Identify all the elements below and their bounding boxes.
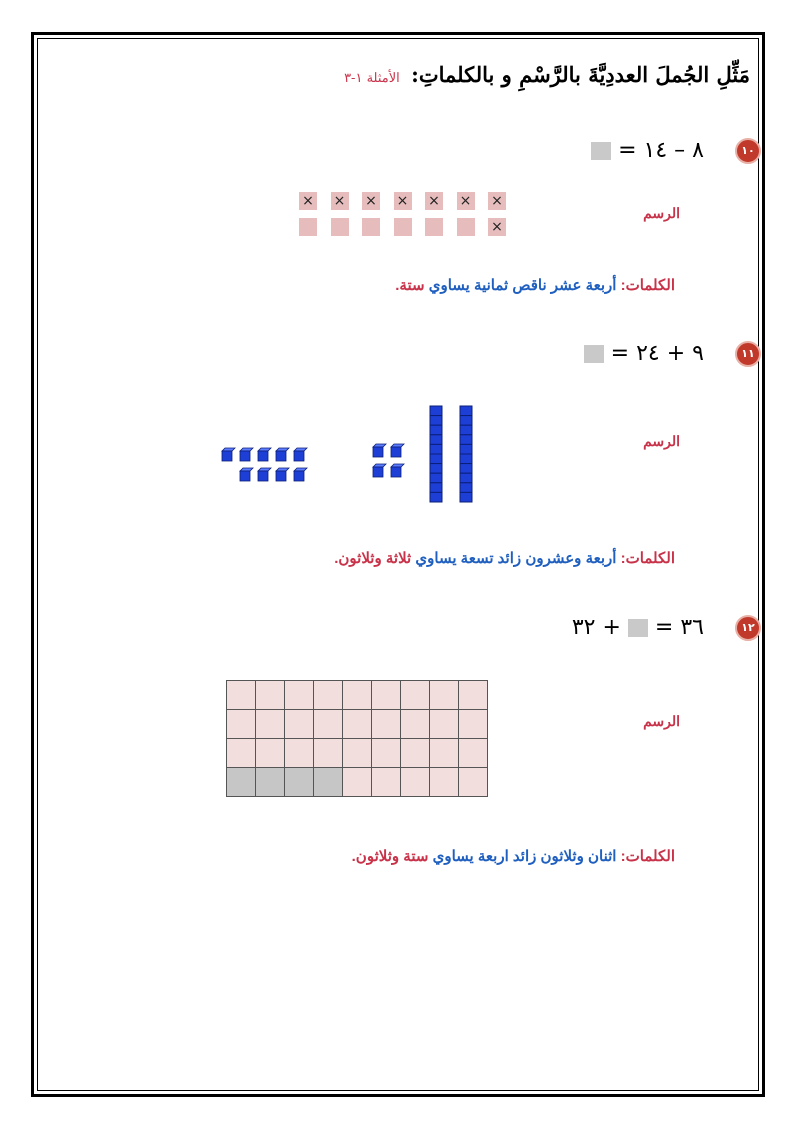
- grid-cell-shaded: [227, 768, 256, 797]
- unit-cube: [276, 448, 289, 461]
- unit-cube: [294, 468, 307, 481]
- grid-cell: [314, 710, 343, 739]
- grid-cell: [314, 739, 343, 768]
- unit-cube: [240, 468, 253, 481]
- drawing-label: الرسم: [643, 205, 680, 221]
- grid-cell-shaded: [314, 768, 343, 797]
- grid-cell: [372, 739, 401, 768]
- grid-cell: [430, 681, 459, 710]
- words-phrase: أربعة عشر ناقص ثمانية يساوي: [428, 277, 617, 294]
- grid-cell-shaded: [256, 768, 285, 797]
- counter-square: ×: [394, 192, 412, 210]
- grid-cell: [227, 739, 256, 768]
- drawing-3-grid: [226, 680, 488, 797]
- grid-cell: [401, 768, 430, 797]
- grid-cell: [343, 739, 372, 768]
- grid-cell: [256, 681, 285, 710]
- grid-cell: [227, 681, 256, 710]
- unit-cube: [222, 448, 235, 461]
- counter-square: [425, 218, 443, 236]
- words-result: ستة.: [395, 277, 425, 294]
- grid-cell: [256, 710, 285, 739]
- grid-cell: [314, 681, 343, 710]
- grid-cell: [285, 739, 314, 768]
- grid-cell: [256, 739, 285, 768]
- grid-cell: [285, 710, 314, 739]
- words-result: ستة وثلاثون.: [351, 848, 429, 865]
- counter-square: ×: [488, 218, 506, 236]
- exercise-12-badge: ١٢: [735, 615, 761, 641]
- exercise-12-words: [352, 847, 675, 865]
- equals-sign: =: [610, 341, 630, 366]
- drawing-label: الرسم: [643, 713, 680, 729]
- counter-square: [457, 218, 475, 236]
- words-label: الكلمات:: [620, 277, 675, 294]
- grid-cell: [372, 710, 401, 739]
- unit-cube: [258, 448, 271, 461]
- counter-square: ×: [331, 192, 349, 210]
- equation-expression: ٨ – ١٤: [643, 138, 704, 163]
- counter-square: [299, 218, 317, 236]
- answer-box: [584, 345, 604, 363]
- heading-title: مَثِّلِ الجُملَ العددِيَّةَ بالرَّسْمِ و بالكلماتِ:: [411, 62, 750, 87]
- ten-rod: [430, 406, 442, 502]
- ten-rod: [460, 406, 472, 502]
- grid-cell: [343, 681, 372, 710]
- grid-cell: [459, 768, 488, 797]
- grid-cell: [227, 710, 256, 739]
- unit-cube: [240, 448, 253, 461]
- exercise-10-equation: [591, 137, 704, 165]
- words-phrase: اثنان وثلاثون زائد اربعة يساوي: [432, 848, 617, 865]
- drawing-2-base-ten-blocks: [0, 400, 800, 520]
- equals-sign: =: [618, 138, 637, 163]
- exercise-11-words: [334, 549, 675, 567]
- exercise-11-badge: ١١: [735, 341, 761, 367]
- grid-cell: [430, 768, 459, 797]
- exercise-11-equation: [584, 340, 704, 368]
- grid-cell-shaded: [285, 768, 314, 797]
- grid-cell: [343, 710, 372, 739]
- answer-box: [591, 142, 611, 160]
- grid-cell: [459, 710, 488, 739]
- words-result: ثلاثة وثلاثون.: [334, 550, 412, 567]
- unit-cube: [276, 468, 289, 481]
- words-label: الكلمات:: [620, 550, 675, 567]
- grid-cell: [430, 739, 459, 768]
- unit-cube: [258, 468, 271, 481]
- equation-expression: ٩ + ٢٤: [636, 341, 704, 366]
- exercise-10-words: [395, 276, 675, 294]
- counter-square: ×: [425, 192, 443, 210]
- answer-box: [628, 619, 648, 637]
- grid-cell: [401, 710, 430, 739]
- exercise-12-equation: [572, 614, 704, 642]
- unit-cube: [391, 444, 404, 457]
- counter-square: ×: [488, 192, 506, 210]
- grid-cell: [401, 681, 430, 710]
- grid-cell: [401, 739, 430, 768]
- words-phrase: أربعة وعشرون زائد تسعة يساوي: [415, 550, 617, 567]
- grid-cell: [459, 681, 488, 710]
- counter-square: ×: [457, 192, 475, 210]
- exercise-10-badge: ١٠: [735, 138, 761, 164]
- words-label: الكلمات:: [620, 848, 675, 865]
- grid-cell: [372, 681, 401, 710]
- counter-square: ×: [362, 192, 380, 210]
- grid-cell: [459, 739, 488, 768]
- grid-cell: [430, 710, 459, 739]
- page-heading: [344, 62, 750, 87]
- unit-cube: [373, 444, 386, 457]
- counter-square: ×: [299, 192, 317, 210]
- counter-square: [394, 218, 412, 236]
- unit-cube: [294, 448, 307, 461]
- counter-square: [362, 218, 380, 236]
- counter-square: [331, 218, 349, 236]
- equation-result: ٣٦ =: [654, 615, 704, 640]
- heading-reference: الأمثلة ١-٣: [344, 71, 400, 86]
- grid-cell: [372, 768, 401, 797]
- drawing-label: الرسم: [643, 433, 680, 449]
- unit-cube: [391, 464, 404, 477]
- unit-cube: [373, 464, 386, 477]
- grid-cell: [343, 768, 372, 797]
- grid-cell: [285, 681, 314, 710]
- equation-expression: + ٣٢: [571, 615, 621, 640]
